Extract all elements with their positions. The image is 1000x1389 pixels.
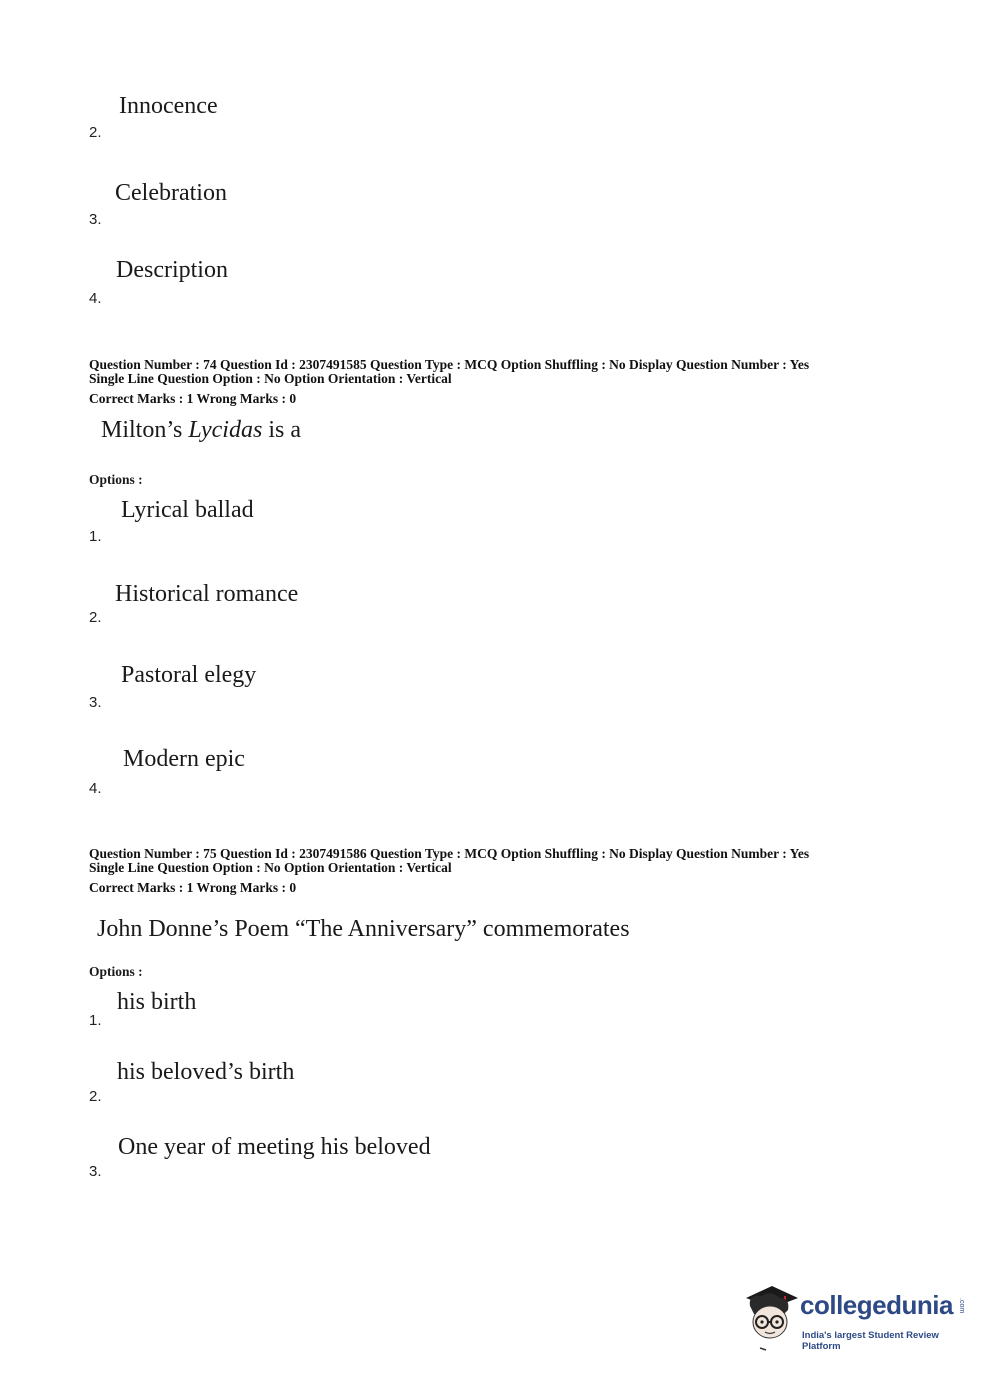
option-text: his birth: [117, 989, 197, 1015]
question-meta: Question Number : 75 Question Id : 2307491586 Question Type : MCQ Option Shuffling : No Display Question Number : Yes: [89, 846, 810, 861]
question-text: John Donne’s Poem “The Anniversary” commemorates: [97, 916, 630, 942]
question-meta: Single Line Question Option : No Option Orientation : Vertical: [89, 371, 452, 386]
option-text: Historical romance: [115, 581, 299, 607]
option-number: 2.: [89, 124, 102, 141]
option-text: his beloved’s birth: [117, 1059, 295, 1085]
collegedunia-logo: [740, 1280, 970, 1352]
option-text: Innocence: [119, 93, 218, 119]
option-number: 1.: [89, 528, 102, 545]
question-meta: Single Line Question Option : No Option Orientation : Vertical: [89, 860, 452, 875]
work-title: Lycidas: [188, 417, 263, 443]
option-number: 3.: [89, 211, 102, 228]
option-text: Pastoral elegy: [121, 662, 257, 688]
brand-suffix: .com: [958, 1298, 965, 1314]
graduate-mascot-icon: [740, 1280, 802, 1352]
option-number: 3.: [89, 694, 102, 711]
brand-name: collegedunia: [800, 1290, 953, 1320]
option-text: One year of meeting his beloved: [118, 1134, 431, 1160]
options-label: Options :: [89, 472, 143, 487]
option-number: 3.: [89, 1163, 102, 1180]
options-label: Options :: [89, 964, 143, 979]
question-meta: Question Number : 74 Question Id : 2307491585 Question Type : MCQ Option Shuffling : No Display Question Number : Yes: [89, 357, 810, 372]
question-text: Milton’s Lycidas is a: [101, 417, 301, 443]
option-text: Description: [116, 257, 228, 283]
option-text: Modern epic: [123, 746, 245, 772]
option-text: Celebration: [115, 180, 227, 206]
option-text: Lyrical ballad: [121, 497, 254, 523]
question-marks: Correct Marks : 1 Wrong Marks : 0: [89, 880, 297, 895]
brand-tagline: India's largest Student Review Platform: [802, 1330, 939, 1352]
option-number: 2.: [89, 609, 102, 626]
option-number: 4.: [89, 290, 102, 307]
option-number: 1.: [89, 1012, 102, 1029]
option-number: 4.: [89, 780, 102, 797]
question-marks: Correct Marks : 1 Wrong Marks : 0: [89, 391, 297, 406]
option-number: 2.: [89, 1088, 102, 1105]
